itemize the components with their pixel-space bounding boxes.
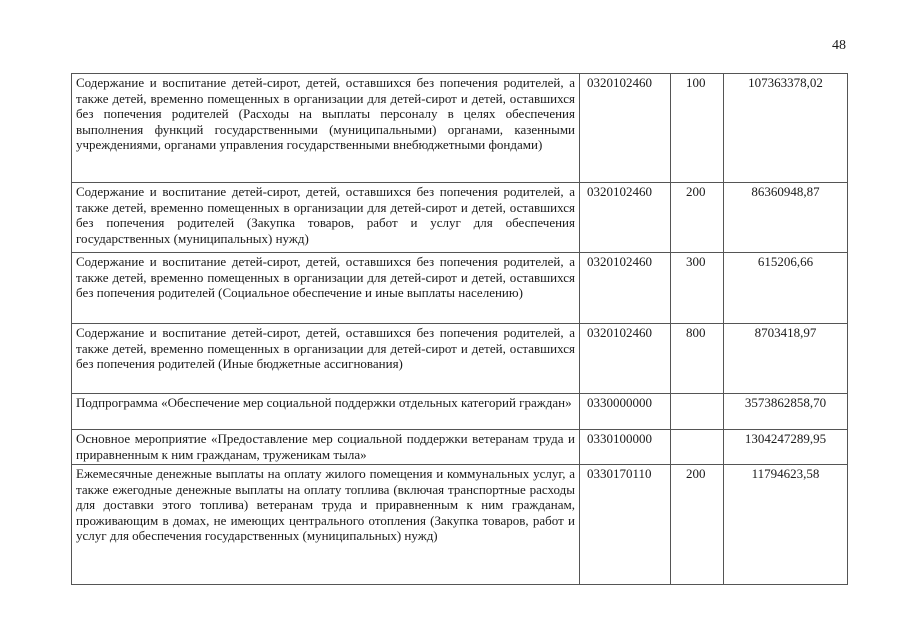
row-code: 0330000000 — [580, 394, 671, 430]
row-code: 0320102460 — [580, 74, 671, 183]
row-expense-type: 800 — [671, 324, 724, 394]
table-row — [72, 324, 848, 394]
row-expense-type — [671, 430, 724, 465]
row-code: 0320102460 — [580, 253, 671, 324]
row-expense-type — [671, 394, 724, 430]
row-description: Содержание и воспитание детей-сирот, детей, оставшихся без попечения родителей, а также детей, временно помещенных в организации для детей-сирот и детей, оставшихся без попечения родителей (Социальное обеспечение и иные выплаты населению) — [72, 253, 580, 324]
row-description: Основное мероприятие «Предоставление мер социальной поддержки ветеранам труда и приравненным к ним гражданам, труженикам тыла» — [72, 430, 580, 465]
row-expense-type: 200 — [671, 183, 724, 253]
table-row — [72, 74, 848, 183]
row-amount: 615206,66 — [724, 253, 848, 324]
row-description: Содержание и воспитание детей-сирот, детей, оставшихся без попечения родителей, а также детей, временно помещенных в организации для детей-сирот и детей, оставшихся без попечения родителей (Расходы на выплаты персоналу в целях обеспечения выполнения функций государственными (муниципальными) органами, казенными учреждениями, органами управления государственными внебюджетными фондами) — [72, 74, 580, 183]
table-row — [72, 183, 848, 253]
row-description: Подпрограмма «Обеспечение мер социальной поддержки отдельных категорий граждан» — [72, 394, 580, 430]
row-amount: 86360948,87 — [724, 183, 848, 253]
table-row — [72, 430, 848, 465]
row-expense-type: 100 — [671, 74, 724, 183]
row-amount: 3573862858,70 — [724, 394, 848, 430]
table-row — [72, 253, 848, 324]
row-code: 0330100000 — [580, 430, 671, 465]
row-amount: 8703418,97 — [724, 324, 848, 394]
row-description: Ежемесячные денежные выплаты на оплату жилого помещения и коммунальных услуг, а также ежегодные денежные выплаты на оплату топлива (включая транспортные расходы для доставки этого топлива) ветеранам труда и приравненным к ним гражданам, проживающим в домах, не имеющих центрального отопления (Закупка товаров, работ и услуг для обеспечения государственных (муниципальных) нужд) — [72, 465, 580, 585]
table-row — [72, 465, 848, 585]
row-description: Содержание и воспитание детей-сирот, детей, оставшихся без попечения родителей, а также детей, временно помещенных в организации для детей-сирот и детей, оставшихся без попечения родителей (Закупка товаров, работ и услуг для обеспечения государственных (муниципальных) нужд) — [72, 183, 580, 253]
budget-table — [71, 73, 848, 585]
row-code: 0320102460 — [580, 183, 671, 253]
row-amount: 11794623,58 — [724, 465, 848, 585]
row-amount: 1304247289,95 — [724, 430, 848, 465]
row-expense-type: 200 — [671, 465, 724, 585]
page-number: 48 — [832, 38, 846, 53]
row-description: Содержание и воспитание детей-сирот, детей, оставшихся без попечения родителей, а также детей, временно помещенных в организации для детей-сирот и детей, оставшихся без попечения родителей (Иные бюджетные ассигнования) — [72, 324, 580, 394]
table-row — [72, 394, 848, 430]
row-amount: 107363378,02 — [724, 74, 848, 183]
row-expense-type: 300 — [671, 253, 724, 324]
row-code: 0330170110 — [580, 465, 671, 585]
row-code: 0320102460 — [580, 324, 671, 394]
